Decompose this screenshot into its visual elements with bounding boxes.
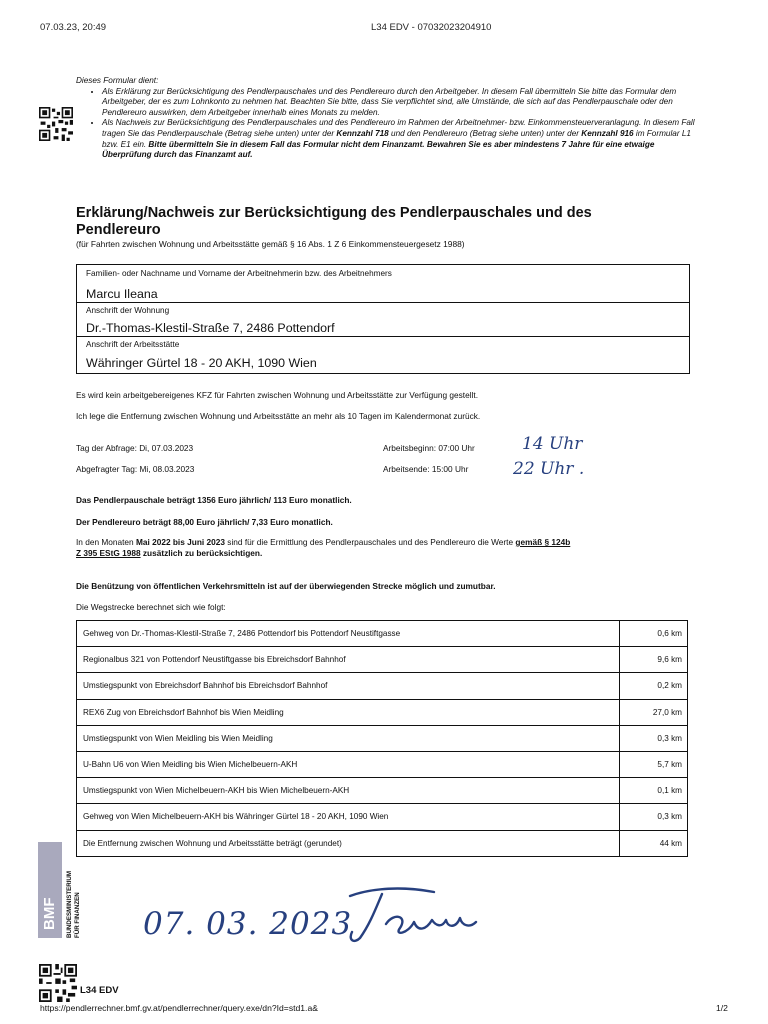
route-segment-row: [77, 804, 688, 830]
route-segment-row: [77, 725, 688, 751]
days-statement: Ich lege die Entfernung zwischen Wohnung und Arbeitsstätte an mehr als 10 Tagen im Kalendermonat zurück.: [76, 411, 481, 421]
route-total-row: [77, 830, 688, 856]
route-segment-distance: 27,0 km: [620, 699, 688, 725]
queried-day: Abgefragter Tag: Mi, 08.03.2023: [76, 464, 195, 474]
route-segment-distance: 9,6 km: [620, 647, 688, 673]
handwritten-work-start: 14 Uhr: [522, 434, 583, 454]
work-address-label: Anschrift der Arbeitsstätte: [86, 340, 180, 349]
name-label: Familien- oder Nachname und Vorname der Arbeitnehmerin bzw. des Arbeitnehmers: [86, 269, 392, 278]
bmf-logo: [38, 842, 62, 938]
route-segment-distance: 0,3 km: [620, 725, 688, 751]
bmf-logo-text: BMF: [41, 897, 58, 930]
route-segment-row: [77, 621, 688, 647]
route-segment-description: Gehweg von Wien Michelbeuern-AKH bis Währinger Gürtel 18 - 20 AKH, 1090 Wien: [77, 804, 620, 830]
footer-url[interactable]: https://pendlerrechner.bmf.gv.at/pendlerrechner/query.exe/dn?Id=std1.a&: [40, 1003, 318, 1013]
no-company-car-statement: Es wird kein arbeitgebereigenes KFZ für Fahrten zwischen Wohnung und Arbeitsstätte zur Verfügung gestellt.: [76, 390, 479, 400]
route-segment-distance: 0,1 km: [620, 778, 688, 804]
ministry-label: [64, 842, 82, 938]
handwritten-work-end: 22 Uhr .: [513, 459, 585, 479]
work-start: Arbeitsbeginn: 07:00 Uhr: [383, 443, 475, 453]
route-segment-distance: 0,2 km: [620, 673, 688, 699]
pendlerpauschale-result: Das Pendlerpauschale beträgt 1356 Euro jährlich/ 113 Euro monatlich.: [76, 495, 352, 505]
route-segment-row: [77, 778, 688, 804]
route-segment-description: U-Bahn U6 von Wien Meidling bis Wien Michelbeuern-AKH: [77, 751, 620, 777]
qr-code-footer-icon: [39, 964, 77, 1002]
signature: [342, 882, 484, 948]
home-address-label: Anschrift der Wohnung: [86, 306, 170, 315]
print-datetime: 07.03.23, 20:49: [40, 22, 107, 33]
qr-code-icon: [39, 107, 73, 141]
handwritten-date: 07. 03. 2023: [143, 906, 353, 942]
route-segment-description: Umstiegspunkt von Ebreichsdorf Bahnhof bis Ebreichsdorf Bahnhof: [77, 673, 620, 699]
home-address-value: Dr.-Thomas-Klestil-Straße 7, 2486 Pottendorf: [86, 321, 335, 335]
intro-bullet-assessment: • Als Nachweis zur Berücksichtigung des Pendlerpauschales und des Pendlereuro im Rahmen der Arbeitnehmer- bzw. Einkommensteuerveranlagung. In diesem Fall tragen Sie das Pendlerpauschale (Betrag siehe unten) unter der Kennzahl 718 und den Pendlereuro (Betrag siehe unten) unter der Kennzahl 916 im Formular L1 bzw. E1 ein. Bitte übermitteln Sie in diesem Fall das Formular nicht dem Finanzamt. Bewahren Sie es aber mindestens 7 Jahre für eine etwaige Überprüfung durch das Finanzamt auf.: [102, 118, 696, 160]
page-number: 1/2: [716, 1003, 728, 1013]
route-segment-distance: 0,6 km: [620, 621, 688, 647]
intro-bullet-employer: • Als Erklärung zur Berücksichtigung des Pendlerpauschales und des Pendlereuro durch den Arbeitgeber. In diesem Fall übermitteln Sie bitte das Formular dem Arbeitgeber, der es zum Lohnkonto zu nehmen hat. Beachten Sie bitte, dass Sie verpflichtet sind, alle Umstände, die sich auf das Pendlerpauschale oder den Pendlereuro auswirken, dem Arbeitgeber innerhalb eines Monats zu melden.: [102, 87, 696, 119]
route-segment-description: Die Entfernung zwischen Wohnung und Arbeitsstätte beträgt (gerundet): [77, 830, 620, 856]
route-segment-distance: 5,7 km: [620, 751, 688, 777]
page-subtitle: (für Fahrten zwischen Wohnung und Arbeitsstätte gemäß § 16 Abs. 1 Z 6 Einkommensteuergesetz 1988): [76, 239, 465, 249]
name-value: Marcu Ileana: [86, 287, 158, 301]
personal-info-box: [76, 264, 690, 374]
query-day: Tag der Abfrage: Di, 07.03.2023: [76, 443, 194, 453]
route-segment-distance: 0,3 km: [620, 804, 688, 830]
route-segment-row: [77, 699, 688, 725]
route-segment-description: Gehweg von Dr.-Thomas-Klestil-Straße 7, 2486 Pottendorf bis Pottendorf Neustiftgasse: [77, 621, 620, 647]
document-id: L34 EDV - 07032023204910: [371, 22, 492, 33]
months-note: In den Monaten Mai 2022 bis Juni 2023 sind für die Ermittlung des Pendlerpauschales und des Pendlereuro die Werte gemäß § 124b Z 395 EStG 1988 zusätzlich zu berücksichtigen.: [76, 537, 571, 558]
route-segment-description: REX6 Zug von Ebreichsdorf Bahnhof bis Wien Meidling: [77, 699, 620, 725]
route-intro: Die Wegstrecke berechnet sich wie folgt:: [76, 602, 226, 612]
pendlereuro-result: Der Pendlereuro beträgt 88,00 Euro jährlich/ 7,33 Euro monatlich.: [76, 517, 333, 527]
transit-statement: Die Benützung von öffentlichen Verkehrsmitteln ist auf der überwiegenden Strecke möglich und zumutbar.: [76, 581, 496, 591]
work-address-value: Währinger Gürtel 18 - 20 AKH, 1090 Wien: [86, 356, 317, 370]
route-segment-distance: 44 km: [620, 830, 688, 856]
page-title: Erklärung/Nachweis zur Berücksichtigung des Pendlerpauschales und des Pendlereuro: [76, 205, 592, 238]
route-segment-row: [77, 647, 688, 673]
intro-heading: Dieses Formular dient:: [76, 76, 159, 85]
route-segment-row: [77, 751, 688, 777]
route-segment-row: [77, 673, 688, 699]
work-end: Arbeitsende: 15:00 Uhr: [383, 464, 469, 474]
footer-form-id: L34 EDV: [80, 985, 119, 996]
ministry-line-2: FÜR FINANZEN: [74, 892, 81, 938]
route-segment-description: Umstiegspunkt von Wien Meidling bis Wien Meidling: [77, 725, 620, 751]
route-segment-description: Regionalbus 321 von Pottendorf Neustiftgasse bis Ebreichsdorf Bahnhof: [77, 647, 620, 673]
intro-section: [76, 76, 696, 161]
route-segment-description: Umstiegspunkt von Wien Michelbeuern-AKH bis Wien Michelbeuern-AKH: [77, 778, 620, 804]
ministry-line-1: BUNDESMINISTERIUM: [66, 870, 73, 938]
route-table: [76, 620, 688, 857]
